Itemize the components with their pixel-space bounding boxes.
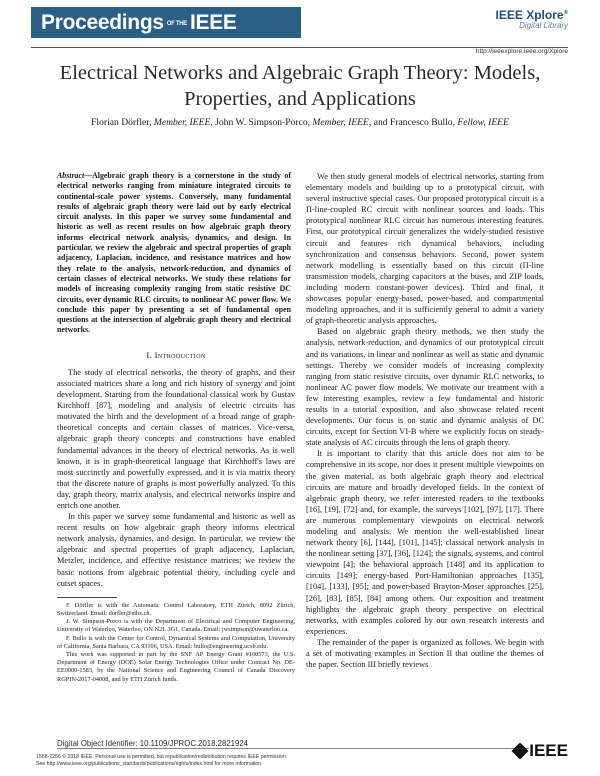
body-paragraph: It is important to clarify that this article does not aim to be comprehensive in its scope, nor does it present multiple viewpoints on the given material, as both algebraic graph theory and electrical circuits are mature and broadly developed fields. In the context of algebraic graph theory, we refer interested readers to the textbooks [16], [19], [72] and, for example, the surveys [102], [97], [17]. There are numerous complementary viewpoints on electrical network modeling and analysis. We mention the well-established linear network theory [6], [144], [101], [145]; classical network analysis in the nonlinear setting [37], [36], [124]; the signals, systems, and control viewpoint [4]; the behavioral approach [148] and its application to circuits [149]; energy-based Port-Hamiltonian approaches [135], [104], [133], [95]; and power-based Brayton-Moser approaches [25], [26], [83], [85], [84] among others. Our exposition and treatment highlights the algebraic graph theory perspective on electrical networks, with examples colored by our own research interests and experiences. bbox=[306, 449, 544, 636]
ieee-xplore-logo: IEEE Xplore® Digital Library bbox=[495, 8, 568, 30]
author-list: Florian Dörfler, Member, IEEE, John W. Simpson-Porco, Member, IEEE, and Francesco Bullo, Fellow, IEEE bbox=[91, 117, 509, 128]
ieee-footer-logo: IEEE bbox=[514, 741, 568, 761]
left-column bbox=[57, 171, 295, 684]
footer-rule bbox=[57, 748, 529, 749]
footnote: F. Bullo is with the Center for Control, Dynamical Systems and Computation, University of California, Santa Barbara, CA 93106, USA. Email: bullo@engineering.ucsb.edu. bbox=[57, 634, 295, 650]
paper-title: Electrical Networks and Algebraic Graph Theory: Models, Properties, and Applications bbox=[59, 62, 541, 110]
footnote: This work was supported in part by the SNF AP Energy Grant #160573, the U.S. Department of Energy (DOE) Solar Energy Technologies Office under Contract No. DE-EE0000-1583, by the National Science and Engineering Council of Canada Discovery RGPIN-2017-04008, and by ETH Zürich funds. bbox=[57, 650, 295, 683]
body-paragraph: The remainder of the paper is organized as follows. We begin with a set of motivating examples in Section II that outline the themes of the paper. Section III briefly reviews bbox=[306, 637, 544, 670]
doi-text: Digital Object Identifier: 10.1109/JPROC.2018.2821924 bbox=[57, 739, 248, 748]
footnote: F. Dörfler is with the Automatic Control Laboratory, ETH Zürich, 8092 Zürich, Switzerland. Email: dorfler@ethz.ch. bbox=[57, 601, 295, 617]
ieee-diamond-icon bbox=[512, 743, 529, 760]
header-url[interactable]: http://ieeexplore.ieee.org/Xplore bbox=[475, 48, 568, 55]
body-paragraph: In this paper we survey some fundamental and historic as well as recent results on how algebraic graph theory informs electrical network analysis, dynamics, and design. In particular, we review the algebraic and spectral properties of graph adjacency, Laplacian, Metzler, incidence, and effective resistance matrices; we review the basic notions from algebraic potential theory, including cycle and cutset spaces. bbox=[57, 512, 295, 588]
footnote-rule bbox=[57, 597, 117, 598]
copyright-footer: 1558-2256 © 2018 IEEE. Personal use is permitted, but republication/redistribution requires IEEE permission. See http://www.ieee.org/publications_standards/publications/rights/index.html for more information. bbox=[36, 754, 288, 767]
journal-header bbox=[0, 0, 600, 56]
right-column bbox=[306, 171, 544, 670]
footnote: J. W. Simpson-Porco is with the Department of Electrical and Computer Engineering, University of Waterloo, Waterloo, ON N2L 3G1, Canada. Email: jwsimpson@uwaterloo.ca. bbox=[57, 618, 295, 634]
body-paragraph: We then study general models of electrical networks, starting from elementary models and building up to a prototypical circuit, with several instructive special cases. Our proposed prototypical circuit is a Π-line-coupled RC circuit with nonlinear sources and loads. This prototypical nonlinear RLC circuit has numerous interesting features. First, our prototypical circuit generalizes the widely-studied resistive circuit and features rich dynamical behaviors, including synchronization and consensus behaviors. Second, power system network modelling is essentially based on this circuit (Π-line transmission models, charging capacitors at the buses, and ZIP loads, including modern constant-power devices). Third and final, it showcases popular energy-based, power-based, and compartmental modeling approaches, and it is sufficiently general to admit a variety of graph-theoretic analysis approaches. bbox=[306, 172, 544, 326]
proceedings-banner bbox=[31, 7, 301, 38]
body-paragraph: The study of electrical networks, the theory of graphs, and their associated matrices share a long and rich history of synergy and joint development. Starting from the foundational classical work by Gustav Kirchhoff [87], modeling and analysis of electric circuits has motivated the birth and the development of a broad range of graph-theoretical concepts and certain classes of matrices. Vice-versa, algebraic graph theory concepts and constructions have enabled fundamental advances in the theory of electrical networks. As is well known, it is in graph-theoretical language that Kirchhoff's laws are most succinctly and powerfully expressed, and it is via matrix theory that the discrete nature of graphs is most powerfully analyzed. To this day, graph theory, matrix analysis, and electrical networks inspire and enrich one another. bbox=[57, 367, 295, 510]
body-paragraph: Based on algebraic graph theory methods, we then study the analysis, network-reduction, and dynamics of our prototypical circuit and its variations, in linear and nonlinear as well as static and dynamic settings. Thereby we consider models of increasing complexity ranging from static resistive circuits, over dynamic RLC networks, to nonlinear AC power flow models. We motivate our treatment with a few interesting examples, review a few fundamental and historic results in a tutorial exposition, and also showcase related recent developments. Our focus is on static and dynamic analysis of DC circuits, except for Section VI-B where we explicitly focus on steady-state analysis of AC circuits through the lens of graph theory. bbox=[306, 327, 544, 448]
abstract: Abstract—Algebraic graph theory is a cornerstone in the study of electrical networks ranging from miniature integrated circuits to continental-scale power systems. Conversely, many fundamental results of algebraic graph theory were laid out by early electrical circuit analysts. In this paper we survey some fundamental and historic as well as recent results on how algebraic graph theory informs electrical network analysis, dynamics, and design. In particular, we review the algebraic and spectral properties of graph adjacency, Laplacian, incidence, and resistance matrices and how they relate to the analysis, network-reduction, and dynamics of certain classes of electrical networks. We study these relations for models of increasing complexity ranging from static resistive DC circuits, over dynamic RLC circuits, to nonlinear AC power flow. We conclude this paper by presenting a set of fundamental open questions at the intersection of algebraic graph theory and electrical networks. bbox=[57, 171, 291, 335]
banner-title: Proceedings OF THE IEEE bbox=[41, 10, 237, 34]
section-heading: I. Introduction bbox=[146, 349, 206, 360]
